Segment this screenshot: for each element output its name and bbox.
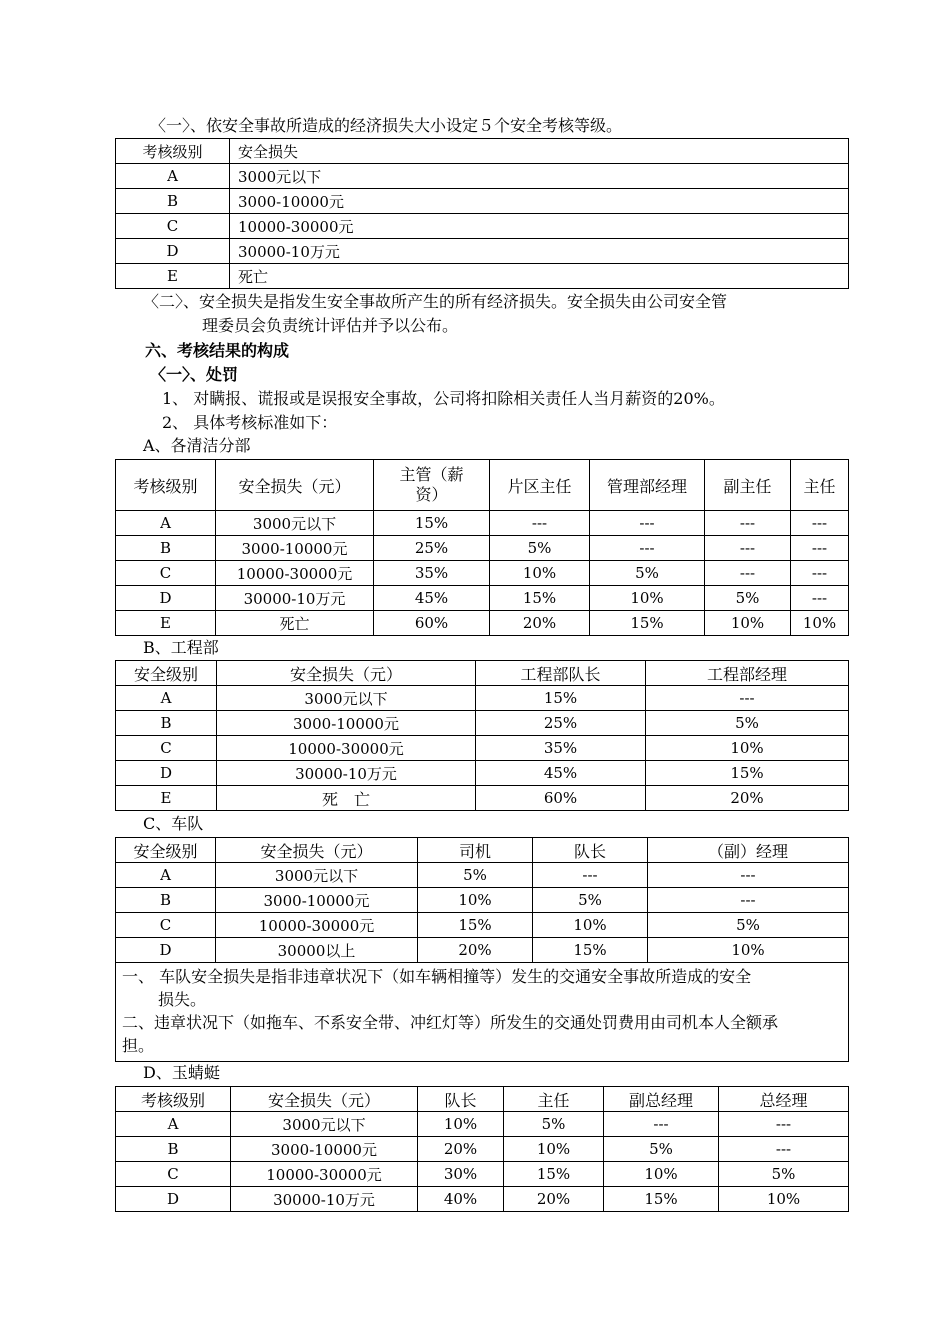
header-cell: （副）经理 [648,838,849,863]
table-cell: C [116,214,230,239]
header-cell: 副总经理 [604,1087,719,1112]
table-row [116,536,849,561]
level-intro: 〈一〉、依安全事故所造成的经济损失大小设定５个安全考核等级。 [150,116,623,135]
header-cell: 安全损失（元） [231,1087,418,1112]
table-cell: 15% [590,611,705,636]
table-cell: --- [646,686,849,711]
table-cell: --- [648,888,849,913]
section-heading: 六、考核结果的构成 [145,341,290,360]
table-cell: B [116,189,230,214]
table-cell: 10000-30000元 [230,214,849,239]
table-cell: 10% [646,736,849,761]
table-cell: 5% [418,863,533,888]
table-cell: 10% [648,938,849,963]
table-cell: 死亡 [216,611,374,636]
loss-level-table [115,138,849,289]
table-cell: 15% [533,938,648,963]
table-cell: --- [590,536,705,561]
table-cell: B [116,1137,231,1162]
table-cell: 10000-30000元 [217,736,476,761]
table-row [116,264,849,289]
table-cell: 30000以上 [216,938,418,963]
table-row [116,761,849,786]
table-row [116,736,849,761]
table-cell: D [116,938,216,963]
table-cell: 10000-30000元 [216,913,418,938]
header-cell: 安全损失（元） [217,661,476,686]
header-cell: 副主任 [705,460,791,511]
note-line: 二、违章状况下（如拖车、不系安全带、冲红灯等）所发生的交通处罚费用由司机本人全额承 [122,1013,779,1032]
table-cell: C [116,913,216,938]
table-cell: 3000元以下 [230,164,849,189]
table-cell: 35% [374,561,490,586]
table-cell: D [116,1187,231,1212]
table-cell: 10% [533,913,648,938]
table-cell: C [116,1162,231,1187]
header-cell: 安全损失（元） [216,838,418,863]
table-cell: 15% [604,1187,719,1212]
table-header-row [116,139,849,164]
header-cell: 片区主任 [490,460,590,511]
table-cell: A [116,863,216,888]
table-cell: 5% [590,561,705,586]
table-note-row [116,963,849,1062]
header-cell: 考核级别 [116,1087,231,1112]
table-cell: 死亡 [230,264,849,289]
list-item: 2、 具体考核标准如下： [162,413,338,432]
header-cell: 工程部经理 [646,661,849,686]
table-row [116,913,849,938]
table-cell: 10% [418,888,533,913]
table-cell: 3000元以下 [216,863,418,888]
table-cell: 5% [719,1162,849,1187]
section-label-a: A、各清洁分部 [143,436,251,455]
fleet-table [115,837,849,1062]
note-line: 损失。 [158,990,207,1009]
table-cell: 5% [490,536,590,561]
table-row [116,686,849,711]
table-row [116,239,849,264]
table-cell: 10% [418,1112,504,1137]
table-row [116,561,849,586]
header-cell: 安全损失（元） [216,460,374,511]
header-cell: 主任 [504,1087,604,1112]
subsection-heading: 〈一〉、处罚 [150,365,239,384]
table-cell: D [116,761,217,786]
table-cell: C [116,736,217,761]
table-cell: 5% [504,1112,604,1137]
table-header-row [116,1087,849,1112]
table-row [116,511,849,536]
table-cell: 15% [646,761,849,786]
header-cell: 安全级别 [116,661,217,686]
cleaning-branch-table [115,459,849,636]
header-cell: 主任 [791,460,849,511]
table-row [116,214,849,239]
table-cell: --- [791,561,849,586]
table-cell: 5% [646,711,849,736]
yuqingting-table [115,1086,849,1212]
table-cell: 10% [705,611,791,636]
table-row [116,611,849,636]
fleet-notes [116,963,849,1062]
table-row [116,1162,849,1187]
table-cell: A [116,511,216,536]
table-cell: 10% [590,586,705,611]
header-cell: 工程部队长 [476,661,646,686]
table-row [116,863,849,888]
table-cell: 10% [791,611,849,636]
table-cell: B [116,711,217,736]
header-cell: 考核级别 [116,139,230,164]
table-cell: 60% [374,611,490,636]
table-cell: 5% [604,1137,719,1162]
table-cell: 45% [374,586,490,611]
table-cell: B [116,888,216,913]
table-cell: 5% [648,913,849,938]
table-row [116,888,849,913]
table-cell: 3000-10000元 [231,1137,418,1162]
table-cell: 25% [476,711,646,736]
table-cell: 30% [418,1162,504,1187]
table-row [116,938,849,963]
table-cell: 20% [490,611,590,636]
table-cell: 15% [476,686,646,711]
header-cell: 考核级别 [116,460,216,511]
table-row [116,164,849,189]
table-cell: --- [719,1112,849,1137]
header-cell: 队长 [533,838,648,863]
table-row [116,1137,849,1162]
table-cell: 40% [418,1187,504,1212]
table-cell: 10% [719,1187,849,1212]
table-cell: 3000元以下 [216,511,374,536]
table-cell: 15% [374,511,490,536]
table-cell: 5% [705,586,791,611]
table-row [116,786,849,811]
table-cell: 30000-10万元 [230,239,849,264]
section-label-d: D、玉蜻蜓 [143,1063,220,1082]
table-cell: 3000元以下 [217,686,476,711]
table-row [116,711,849,736]
table-row [116,1187,849,1212]
table-cell: 30000-10万元 [217,761,476,786]
table-cell: 5% [533,888,648,913]
table-cell: 30000-10万元 [231,1187,418,1212]
header-cell: 司机 [418,838,533,863]
table-cell: 3000元以下 [231,1112,418,1137]
table-cell: --- [705,561,791,586]
table-cell: A [116,686,217,711]
loss-definition-line2: 理委员会负责统计评估并予以公布。 [202,316,459,335]
table-cell: 35% [476,736,646,761]
table-cell: --- [490,511,590,536]
table-cell: 10% [604,1162,719,1187]
table-cell: D [116,239,230,264]
table-cell: 10% [490,561,590,586]
table-cell: 10% [504,1137,604,1162]
header-cell: 总经理 [719,1087,849,1112]
section-label-c: C、车队 [143,814,204,833]
table-cell: 3000-10000元 [216,888,418,913]
table-row [116,586,849,611]
table-cell: 3000-10000元 [217,711,476,736]
note-line: 担。 [122,1036,155,1055]
table-header-row [116,460,849,511]
table-cell: E [116,264,230,289]
table-cell: 10000-30000元 [231,1162,418,1187]
table-cell: 60% [476,786,646,811]
list-item: 1、 对瞒报、谎报或是误报安全事故，公司将扣除相关责任人当月薪资的20%。 [162,389,725,408]
table-cell: 10000-30000元 [216,561,374,586]
header-cell: 管理部经理 [590,460,705,511]
table-cell: D [116,586,216,611]
table-cell: 3000-10000元 [216,536,374,561]
table-cell: --- [590,511,705,536]
table-cell: 20% [418,1137,504,1162]
table-cell: 15% [490,586,590,611]
loss-definition-line1: 〈二〉、安全损失是指发生安全事故所产生的所有经济损失。安全损失由公司安全管 [143,292,728,311]
table-cell: 15% [418,913,533,938]
engineering-table [115,660,849,811]
table-cell: --- [533,863,648,888]
table-row [116,1112,849,1137]
table-cell: --- [648,863,849,888]
table-cell: E [116,786,217,811]
table-cell: E [116,611,216,636]
table-cell: --- [791,511,849,536]
table-cell: --- [791,586,849,611]
table-cell: --- [705,536,791,561]
table-header-row [116,661,849,686]
table-cell: 30000-10万元 [216,586,374,611]
note-line: 一、 车队安全损失是指非违章状况下（如车辆相撞等）发生的交通安全事故所造成的安全 [122,967,752,986]
header-cell: 安全损失 [230,139,849,164]
table-cell: B [116,536,216,561]
table-cell: 死 亡 [217,786,476,811]
table-cell: 20% [646,786,849,811]
table-cell: C [116,561,216,586]
table-cell: A [116,1112,231,1137]
table-header-row [116,838,849,863]
table-row [116,189,849,214]
table-cell: 15% [504,1162,604,1187]
section-label-b: B、工程部 [143,638,219,657]
table-cell: --- [791,536,849,561]
table-cell: --- [604,1112,719,1137]
table-cell: A [116,164,230,189]
table-cell: 20% [504,1187,604,1212]
header-cell: 主管（薪资） [374,460,490,511]
header-cell: 安全级别 [116,838,216,863]
table-cell: 3000-10000元 [230,189,849,214]
table-cell: --- [719,1137,849,1162]
table-cell: 45% [476,761,646,786]
table-cell: 20% [418,938,533,963]
table-cell: --- [705,511,791,536]
table-cell: 25% [374,536,490,561]
header-cell: 队长 [418,1087,504,1112]
